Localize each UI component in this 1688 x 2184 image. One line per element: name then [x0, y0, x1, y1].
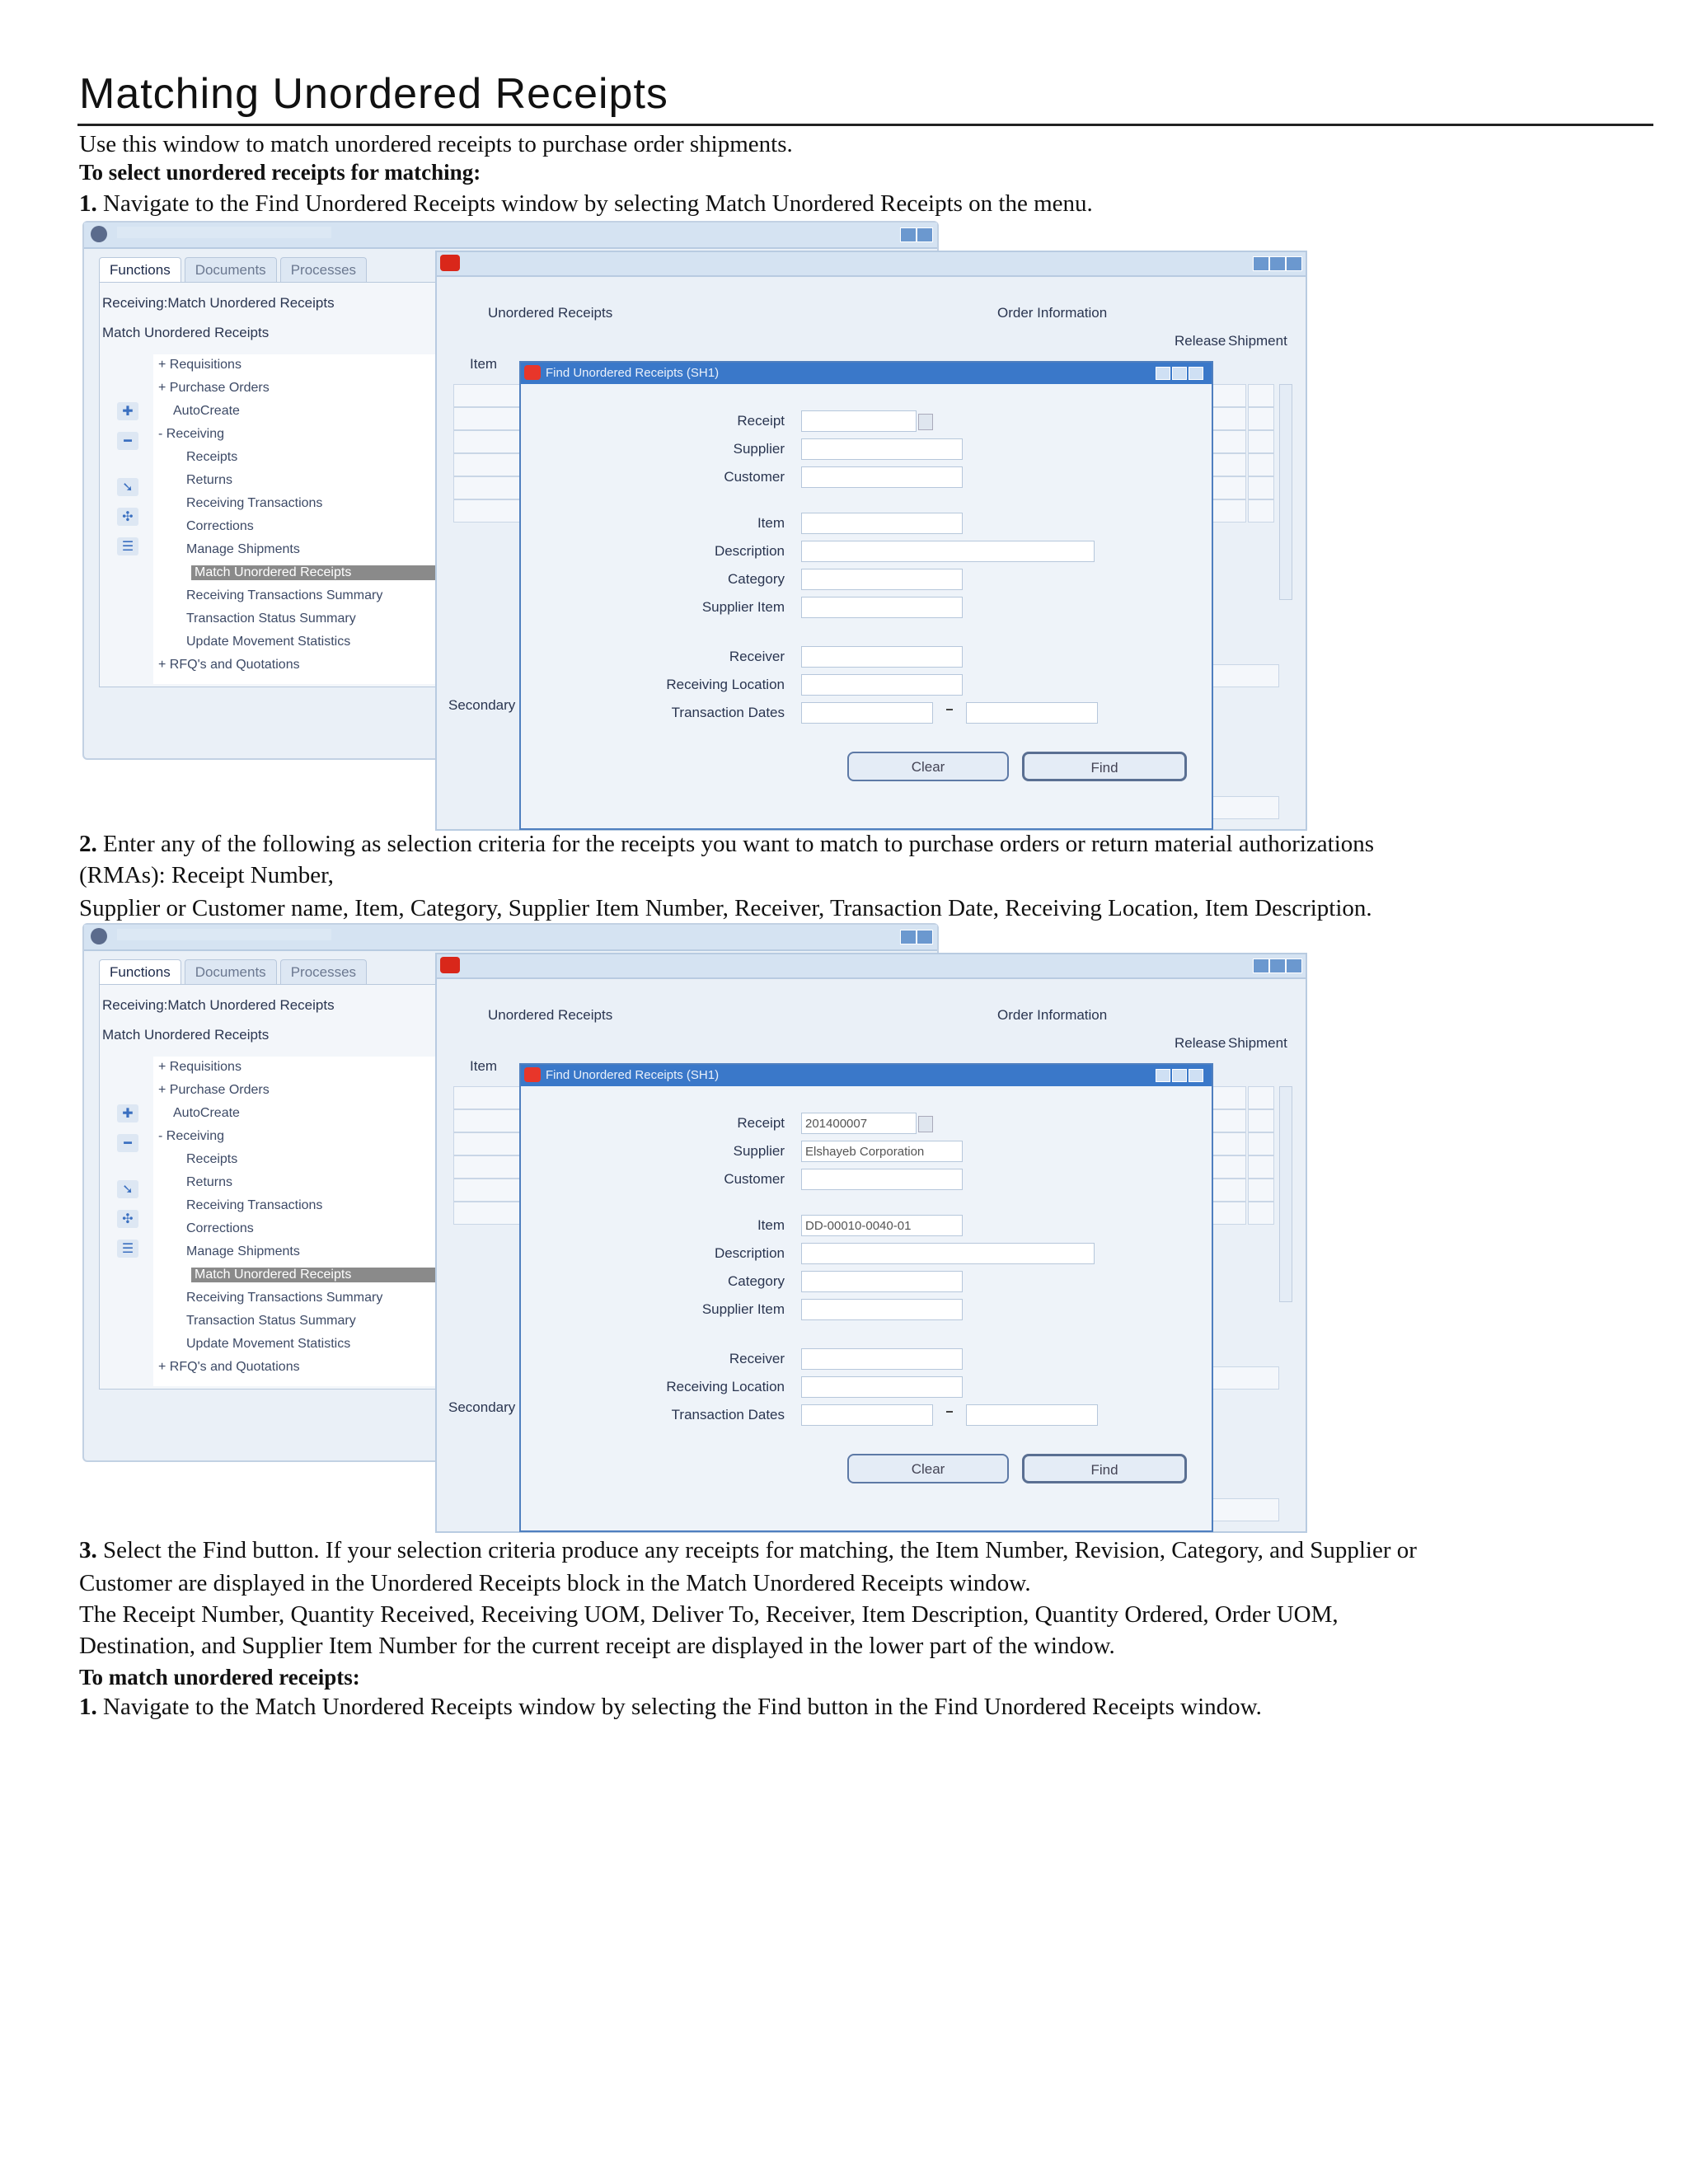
tree-item[interactable]: Receipts: [186, 1152, 238, 1166]
find-dialog-title: Find Unordered Receipts (SH1): [546, 366, 720, 380]
order-information-label: Order Information: [997, 1007, 1108, 1023]
detail-field[interactable]: [1212, 1366, 1279, 1390]
grid-cell[interactable]: [1248, 453, 1274, 476]
field-label: Receiver: [729, 649, 785, 664]
receipt-field[interactable]: [801, 410, 917, 432]
order-information-label: Order Information: [997, 305, 1108, 321]
description-field[interactable]: [801, 541, 1095, 562]
match-window-title-bar: [437, 252, 1306, 277]
close-icon[interactable]: [1189, 367, 1203, 380]
unordered-receipts-label: Unordered Receipts: [488, 1007, 613, 1023]
receipt-field[interactable]: 201400007: [801, 1113, 917, 1134]
close-icon[interactable]: [1189, 1069, 1203, 1082]
step-number: 2.: [79, 831, 97, 857]
list-of-values-icon[interactable]: [918, 414, 933, 430]
grid-cell[interactable]: [1248, 1155, 1274, 1179]
intro-text: Use this window to match unordered receipts to purchase order shipments.: [79, 131, 793, 157]
navigator-tabs: [99, 959, 370, 984]
vertical-scrollbar[interactable]: [1279, 384, 1292, 600]
shipment-label: Shipment: [1228, 333, 1287, 349]
field-label: Receiving Location: [666, 677, 785, 692]
detail-field[interactable]: [1212, 796, 1279, 819]
tree-item[interactable]: - Receiving: [158, 1129, 225, 1143]
step-number: 1.: [79, 190, 97, 217]
supplier-field[interactable]: Elshayeb Corporation: [801, 1141, 963, 1162]
field-label: Customer: [724, 1171, 785, 1187]
expand-all-icon[interactable]: ➘: [117, 1180, 138, 1198]
tab-documents[interactable]: Documents: [185, 959, 277, 985]
date-range-dash: [946, 709, 953, 710]
grid-cell[interactable]: [1212, 1086, 1246, 1109]
tree-item[interactable]: Receiving Transactions: [186, 1198, 323, 1212]
find-unordered-receipts-dialog: [519, 1063, 1213, 1532]
breadcrumb: Receiving:Match Unordered Receipts: [102, 997, 335, 1013]
field-label: Supplier: [733, 441, 785, 457]
step-3-line-4: Destination, and Supplier Item Number for the current receipt are displayed in the lower part of the window.: [79, 1633, 1115, 1659]
step-3-line-2: Customer are displayed in the Unordered Receipts block in the Match Unordered Receipts window.: [79, 1570, 1031, 1596]
tree-item[interactable]: Receipts: [186, 450, 238, 464]
grid-cell[interactable]: [1212, 499, 1246, 523]
maximize-icon[interactable]: [1172, 1069, 1187, 1082]
close-icon[interactable]: [1286, 256, 1302, 271]
step-text: Select the Find button. If your selection criteria produce any receipts for matching, the Item Number, Revision, Category, and Supplier or: [96, 1537, 1417, 1563]
field-label: Category: [728, 1273, 785, 1289]
release-label: Release: [1175, 333, 1226, 349]
expand-icon[interactable]: ✚: [117, 1104, 138, 1122]
navigator-title-bar: [84, 925, 937, 951]
screenshot-find-filled: [82, 923, 1306, 1529]
grid-cell[interactable]: [1212, 407, 1246, 430]
item-field[interactable]: [801, 513, 963, 534]
minimize-icon[interactable]: [1253, 256, 1269, 271]
receiver-field[interactable]: [801, 646, 963, 668]
minimize-icon[interactable]: [900, 930, 917, 944]
minimize-icon[interactable]: [900, 227, 917, 242]
grid-cell[interactable]: [453, 430, 521, 453]
grid-cell[interactable]: [453, 499, 521, 523]
tree-item[interactable]: Manage Shipments: [186, 1244, 300, 1258]
receiving-location-field[interactable]: [801, 674, 963, 696]
detail-field[interactable]: [1212, 1498, 1279, 1521]
heading-select: To select unordered receipts for matching:: [79, 160, 481, 185]
tab-functions[interactable]: Functions: [99, 257, 181, 283]
maximize-icon[interactable]: [1172, 367, 1187, 380]
step-text: Navigate to the Match Unordered Receipts window by selecting the Find button in the Find Unordered Receipts window.: [96, 1694, 1262, 1720]
shipment-label: Shipment: [1228, 1035, 1287, 1051]
step-2-line-2: (RMAs): Receipt Number,: [79, 862, 334, 888]
tree-item[interactable]: Returns: [186, 1175, 233, 1189]
window-title-blur: [117, 929, 331, 940]
field-label: Receipt: [737, 413, 785, 429]
item-column-label: Item: [470, 356, 498, 372]
field-label: Supplier: [733, 1143, 785, 1159]
grid-cell[interactable]: [1212, 1132, 1246, 1155]
grid-cell[interactable]: [453, 384, 521, 407]
grid-cell[interactable]: [1212, 1155, 1246, 1179]
current-function: Match Unordered Receipts: [102, 1027, 270, 1043]
find-unordered-receipts-dialog: [519, 361, 1213, 830]
oracle-logo-icon: [91, 928, 107, 944]
tree-item[interactable]: - Receiving: [158, 427, 225, 441]
grid-cell[interactable]: [453, 1132, 521, 1155]
oracle-icon: [524, 365, 541, 380]
match-window-title-bar: [437, 954, 1306, 979]
grid-cell[interactable]: [1212, 453, 1246, 476]
close-icon[interactable]: [1286, 958, 1302, 973]
category-field[interactable]: [801, 569, 963, 590]
field-label: Customer: [724, 469, 785, 485]
window-title-blur: [117, 227, 331, 238]
find-button[interactable]: Find: [1022, 752, 1187, 781]
tree-item[interactable]: + RFQ's and Quotations: [158, 1360, 300, 1374]
tree-item[interactable]: + RFQ's and Quotations: [158, 658, 300, 672]
tree-item[interactable]: Returns: [186, 473, 233, 487]
grid-cell[interactable]: [453, 1155, 521, 1179]
current-function: Match Unordered Receipts: [102, 325, 270, 340]
grid-cell[interactable]: [453, 476, 521, 499]
secondary-label: Secondary: [448, 697, 516, 713]
field-label: Item: [757, 1217, 785, 1233]
find-button[interactable]: Find: [1022, 1454, 1187, 1483]
category-field[interactable]: [801, 1271, 963, 1292]
tree-item[interactable]: Transaction Status Summary: [186, 612, 356, 626]
collapse-all-icon[interactable]: ✣: [117, 1210, 138, 1228]
grid-cell[interactable]: [1212, 476, 1246, 499]
step-3-line-1: [79, 1535, 1417, 1566]
list-icon[interactable]: ☰: [117, 1240, 138, 1258]
find-dialog-title: Find Unordered Receipts (SH1): [546, 1068, 720, 1082]
title-rule: [77, 124, 1653, 126]
grid-cell[interactable]: [453, 1109, 521, 1132]
field-label: Item: [757, 515, 785, 531]
item-field[interactable]: DD-00010-0040-01: [801, 1215, 963, 1236]
heading-match: To match unordered receipts:: [79, 1665, 360, 1690]
tree-item[interactable]: + Requisitions: [158, 358, 241, 372]
tree-item[interactable]: AutoCreate: [173, 1106, 240, 1120]
minimize-icon[interactable]: [1156, 1069, 1170, 1082]
step-number: 1.: [79, 1694, 97, 1720]
grid-cell[interactable]: [1248, 1086, 1274, 1109]
field-label: Receiver: [729, 1351, 785, 1366]
tab-documents[interactable]: Documents: [185, 257, 277, 283]
oracle-logo-icon: [91, 226, 107, 242]
grid-cell[interactable]: [1248, 1179, 1274, 1202]
step-1-match: [79, 1691, 1262, 1722]
tree-item[interactable]: Corrections: [186, 1221, 254, 1235]
tree-item[interactable]: Receiving Transactions Summary: [186, 1291, 383, 1305]
date-range-dash: [946, 1411, 953, 1413]
minimize-icon[interactable]: [1156, 367, 1170, 380]
field-label: Receiving Location: [666, 1379, 785, 1394]
receiving-location-field[interactable]: [801, 1376, 963, 1398]
field-label: Description: [714, 1245, 785, 1261]
screenshot-find-empty: [82, 221, 1306, 827]
step-2-line-3: Supplier or Customer name, Item, Category, Supplier Item Number, Receiver, Transaction Date, Receiving Location, Item Description.: [79, 895, 1372, 921]
collapse-icon[interactable]: ━: [117, 432, 138, 450]
tree-item[interactable]: AutoCreate: [173, 404, 240, 418]
expand-icon[interactable]: ✚: [117, 402, 138, 420]
navigator-title-bar: [84, 223, 937, 249]
grid-cell[interactable]: [1248, 1109, 1274, 1132]
grid-cell[interactable]: [1248, 384, 1274, 407]
step-number: 3.: [79, 1537, 97, 1563]
grid-cell[interactable]: [1212, 1202, 1246, 1225]
grid-cell[interactable]: [1248, 1132, 1274, 1155]
secondary-label: Secondary: [448, 1399, 516, 1415]
transaction-date-from-field[interactable]: [801, 1404, 933, 1426]
grid-cell[interactable]: [1248, 499, 1274, 523]
field-label: Transaction Dates: [671, 705, 785, 720]
grid-cell[interactable]: [453, 1179, 521, 1202]
grid-cell[interactable]: [1212, 1179, 1246, 1202]
tree-item[interactable]: Transaction Status Summary: [186, 1314, 356, 1328]
collapse-all-icon[interactable]: ✣: [117, 508, 138, 526]
grid-cell[interactable]: [453, 1086, 521, 1109]
unordered-receipts-label: Unordered Receipts: [488, 305, 613, 321]
grid-cell[interactable]: [1212, 384, 1246, 407]
step-text: Navigate to the Find Unordered Receipts window by selecting Match Unordered Receipts on the menu.: [96, 190, 1093, 217]
navigator-tabs: [99, 257, 370, 282]
field-label: Supplier Item: [701, 1301, 785, 1317]
customer-field[interactable]: [801, 466, 963, 488]
grid-cell[interactable]: [1248, 1202, 1274, 1225]
tree-item[interactable]: + Purchase Orders: [158, 381, 270, 395]
customer-field[interactable]: [801, 1169, 963, 1190]
collapse-icon[interactable]: ━: [117, 1134, 138, 1152]
supplier-item-field[interactable]: [801, 1299, 963, 1320]
breadcrumb: Receiving:Match Unordered Receipts: [102, 295, 335, 311]
tree-item[interactable]: Update Movement Statistics: [186, 1337, 351, 1351]
tab-processes[interactable]: Processes: [280, 959, 367, 985]
vertical-scrollbar[interactable]: [1279, 1086, 1292, 1302]
tree-item[interactable]: Receiving Transactions Summary: [186, 588, 383, 602]
field-label: Description: [714, 543, 785, 559]
tree-item[interactable]: Match Unordered Receipts: [191, 565, 511, 580]
receiver-field[interactable]: [801, 1348, 963, 1370]
field-label: Supplier Item: [701, 599, 785, 615]
tab-processes[interactable]: Processes: [280, 257, 367, 283]
step-1-select: [79, 188, 1093, 219]
step-3-line-3: The Receipt Number, Quantity Received, Receiving UOM, Deliver To, Receiver, Item Description, Quantity Ordered, Order UOM,: [79, 1601, 1339, 1628]
description-field[interactable]: [801, 1243, 1095, 1264]
step-text: Enter any of the following as selection criteria for the receipts you want to match to purchase orders or return material authorizations: [96, 831, 1375, 857]
maximize-icon[interactable]: [1269, 256, 1286, 271]
close-icon[interactable]: [917, 227, 933, 242]
transaction-date-from-field[interactable]: [801, 702, 933, 724]
expand-all-icon[interactable]: ➘: [117, 478, 138, 496]
transaction-date-to-field[interactable]: [966, 702, 1098, 724]
step-2-line-1: [79, 828, 1374, 860]
tree-item[interactable]: + Purchase Orders: [158, 1083, 270, 1097]
grid-cell[interactable]: [1248, 407, 1274, 430]
grid-cell[interactable]: [1248, 430, 1274, 453]
tab-functions[interactable]: Functions: [99, 959, 181, 985]
oracle-icon: [440, 957, 460, 973]
page-title: Matching Unordered Receipts: [79, 70, 668, 118]
minimize-icon[interactable]: [1253, 958, 1269, 973]
detail-field[interactable]: [1212, 664, 1279, 687]
field-label: Transaction Dates: [671, 1407, 785, 1422]
tree-item[interactable]: Corrections: [186, 519, 254, 533]
tree-item[interactable]: + Requisitions: [158, 1060, 241, 1074]
find-dialog-title-bar: [521, 363, 1212, 384]
grid-cell[interactable]: [1212, 1109, 1246, 1132]
tree-item[interactable]: Match Unordered Receipts: [191, 1268, 511, 1282]
grid-cell[interactable]: [1248, 476, 1274, 499]
item-column-label: Item: [470, 1058, 498, 1074]
list-of-values-icon[interactable]: [918, 1116, 933, 1132]
clear-button[interactable]: Clear: [847, 1454, 1009, 1483]
grid-cell[interactable]: [453, 1202, 521, 1225]
supplier-field[interactable]: [801, 438, 963, 460]
tree-item[interactable]: Update Movement Statistics: [186, 635, 351, 649]
release-label: Release: [1175, 1035, 1226, 1051]
transaction-date-to-field[interactable]: [966, 1404, 1098, 1426]
grid-cell[interactable]: [1212, 430, 1246, 453]
maximize-icon[interactable]: [1269, 958, 1286, 973]
list-icon[interactable]: ☰: [117, 537, 138, 555]
field-label: Receipt: [737, 1115, 785, 1131]
grid-cell[interactable]: [453, 453, 521, 476]
field-label: Category: [728, 571, 785, 587]
close-icon[interactable]: [917, 930, 933, 944]
find-dialog-title-bar: [521, 1065, 1212, 1086]
grid-cell[interactable]: [453, 407, 521, 430]
supplier-item-field[interactable]: [801, 597, 963, 618]
clear-button[interactable]: Clear: [847, 752, 1009, 781]
oracle-icon: [440, 255, 460, 271]
tree-item[interactable]: Manage Shipments: [186, 542, 300, 556]
tree-item[interactable]: Receiving Transactions: [186, 496, 323, 510]
oracle-icon: [524, 1067, 541, 1082]
